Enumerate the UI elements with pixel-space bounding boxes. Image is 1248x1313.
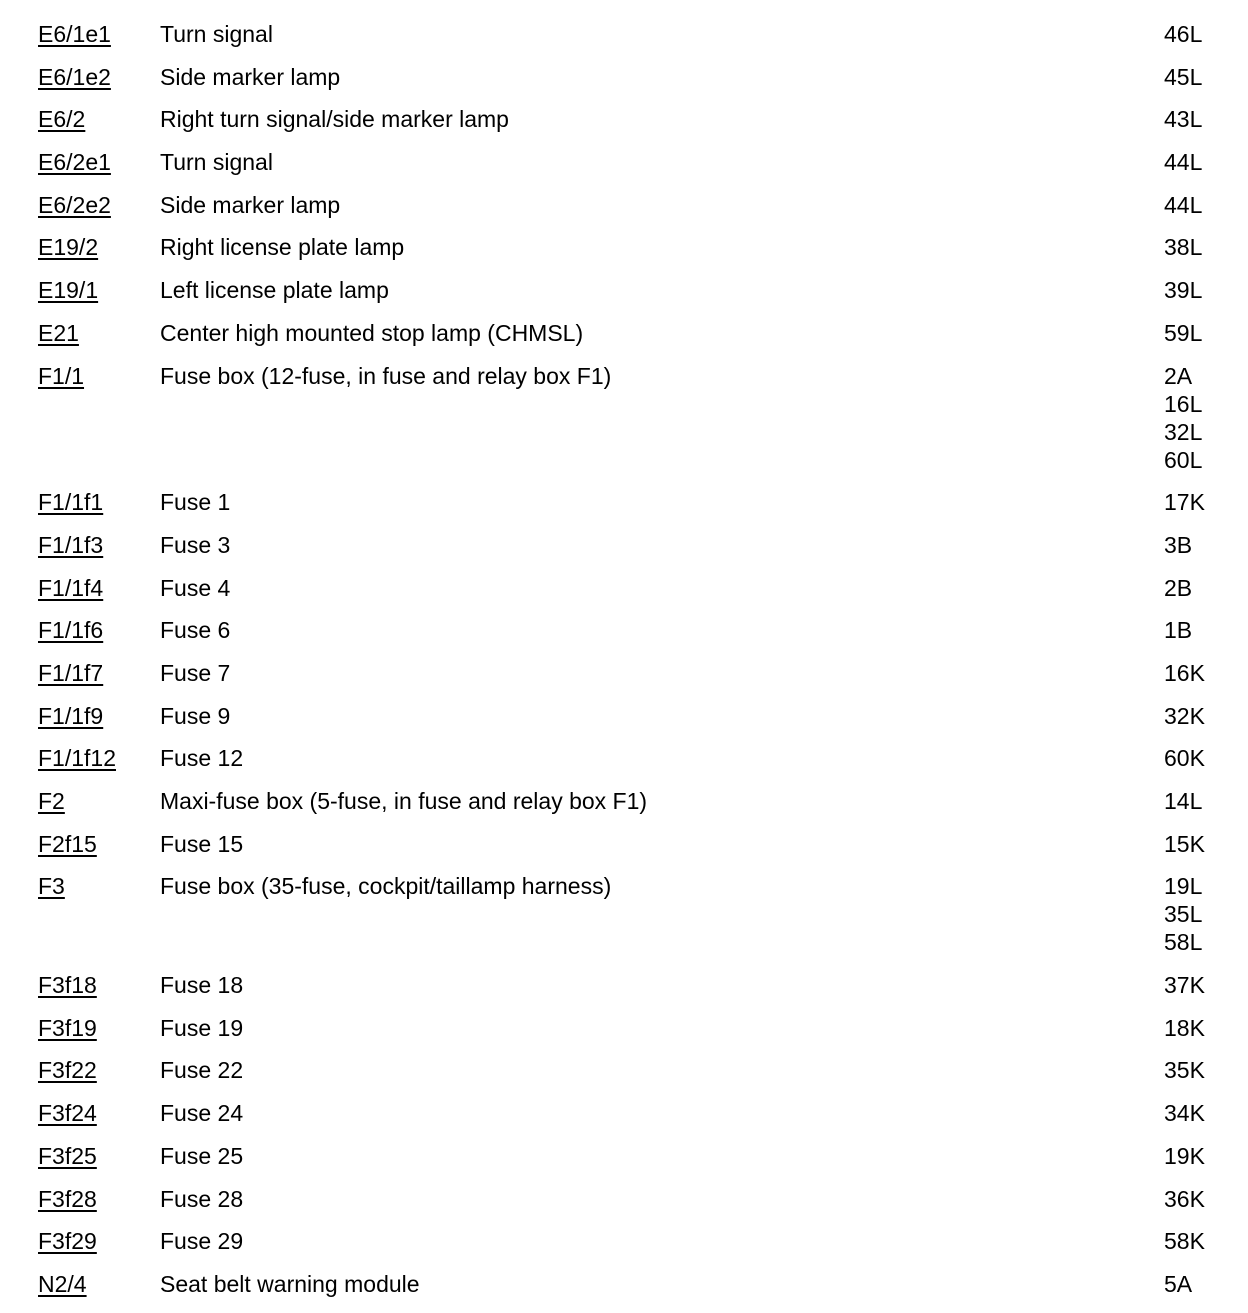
component-code-link[interactable]: F1/1f4 — [38, 574, 104, 601]
component-code-link[interactable]: F3f28 — [38, 1185, 97, 1212]
component-description: Fuse 28 — [160, 1185, 244, 1212]
grid-location: 19K — [1164, 1142, 1205, 1169]
component-description: Left license plate lamp — [160, 277, 389, 304]
grid-location: 39L — [1164, 277, 1203, 304]
component-code-link[interactable]: F3f18 — [38, 972, 97, 999]
grid-location-list — [1164, 1056, 1210, 1084]
legend-row — [38, 659, 1210, 687]
component-description: Fuse 7 — [160, 659, 231, 686]
grid-location: 35L — [1164, 901, 1203, 928]
grid-location: 17K — [1164, 489, 1205, 516]
grid-location-list — [1164, 233, 1210, 261]
component-description: Fuse 19 — [160, 1014, 244, 1041]
grid-location: 3B — [1164, 531, 1193, 558]
component-description: Right license plate lamp — [160, 234, 405, 261]
component-description: Right turn signal/side marker lamp — [160, 106, 509, 133]
legend-row — [38, 233, 1210, 261]
legend-row — [38, 1056, 1210, 1084]
legend-row — [38, 1142, 1210, 1170]
legend-row — [38, 1270, 1210, 1298]
grid-location: 5A — [1164, 1270, 1193, 1297]
grid-location: 2B — [1164, 574, 1193, 601]
grid-location: 14L — [1164, 788, 1203, 814]
component-code-link[interactable]: E19/2 — [38, 234, 99, 261]
component-description: Fuse 3 — [160, 531, 231, 558]
component-description: Seat belt warning module — [160, 1270, 420, 1297]
grid-location-list — [1164, 362, 1210, 474]
component-legend-table — [38, 20, 1210, 1313]
component-description: Fuse 15 — [160, 830, 244, 857]
grid-location: 45L — [1164, 63, 1203, 90]
legend-row — [38, 616, 1210, 644]
component-description: Fuse 18 — [160, 972, 244, 999]
grid-location: 37K — [1164, 972, 1205, 999]
grid-location-list — [1164, 702, 1210, 730]
grid-location: 38L — [1164, 234, 1203, 261]
grid-location-list — [1164, 531, 1210, 559]
component-code-link[interactable]: N2/4 — [38, 1270, 87, 1297]
grid-location: 32K — [1164, 702, 1205, 729]
component-code-link[interactable]: F2 — [38, 788, 65, 814]
component-code-link[interactable]: E6/1e2 — [38, 63, 111, 90]
component-code-link[interactable]: F3f24 — [38, 1100, 97, 1127]
component-code-link[interactable]: F1/1f3 — [38, 531, 104, 558]
grid-location-list — [1164, 616, 1210, 644]
grid-location: 35K — [1164, 1057, 1205, 1084]
legend-row — [38, 148, 1210, 176]
grid-location: 2A — [1164, 362, 1193, 389]
grid-location-list — [1164, 659, 1210, 687]
grid-location: 34K — [1164, 1100, 1205, 1127]
grid-location: 58K — [1164, 1228, 1205, 1255]
grid-location-list — [1164, 787, 1210, 815]
legend-row — [38, 20, 1210, 48]
legend-row — [38, 574, 1210, 602]
component-code-link[interactable]: F1/1f1 — [38, 489, 104, 516]
grid-location-list — [1164, 276, 1210, 304]
grid-location: 32L — [1164, 418, 1203, 445]
legend-row — [38, 702, 1210, 730]
component-description: Fuse box (35-fuse, cockpit/taillamp harness) — [160, 873, 612, 900]
grid-location-list — [1164, 488, 1210, 516]
component-code-link[interactable]: F1/1f6 — [38, 617, 104, 644]
component-description: Center high mounted stop lamp (CHMSL) — [160, 319, 584, 346]
grid-location: 44L — [1164, 191, 1203, 218]
component-description: Fuse 25 — [160, 1142, 244, 1169]
grid-location-list — [1164, 319, 1210, 347]
grid-location-list — [1164, 191, 1210, 219]
component-code-link[interactable]: F2f15 — [38, 830, 97, 857]
component-description: Fuse 4 — [160, 574, 231, 601]
grid-location-list — [1164, 20, 1210, 48]
grid-location: 19L — [1164, 873, 1203, 900]
grid-location: 43L — [1164, 106, 1203, 133]
grid-location: 15K — [1164, 830, 1205, 857]
grid-location: 44L — [1164, 149, 1203, 176]
grid-location-list — [1164, 872, 1210, 956]
component-code-link[interactable]: F3f29 — [38, 1228, 97, 1255]
component-code-link[interactable]: F3 — [38, 873, 65, 900]
legend-row — [38, 1185, 1210, 1213]
component-description: Fuse 22 — [160, 1057, 244, 1084]
legend-row — [38, 1014, 1210, 1042]
component-description: Fuse 9 — [160, 702, 231, 729]
grid-location-list — [1164, 574, 1210, 602]
grid-location: 36K — [1164, 1185, 1205, 1212]
grid-location-list — [1164, 63, 1210, 91]
component-description: Side marker lamp — [160, 63, 341, 90]
grid-location: 18K — [1164, 1014, 1205, 1041]
grid-location-list — [1164, 830, 1210, 858]
legend-row — [38, 488, 1210, 516]
legend-row — [38, 872, 1210, 956]
grid-location: 60L — [1164, 446, 1203, 473]
grid-location-list — [1164, 1014, 1210, 1042]
component-code-link[interactable]: E21 — [38, 319, 79, 346]
component-description: Side marker lamp — [160, 191, 341, 218]
legend-row — [38, 105, 1210, 133]
component-code-link[interactable]: E6/2 — [38, 106, 86, 133]
component-code-link[interactable]: E19/1 — [38, 277, 99, 304]
legend-row — [38, 1227, 1210, 1255]
legend-row — [38, 362, 1210, 474]
component-code-link[interactable]: F1/1f7 — [38, 659, 104, 686]
component-description: Fuse 1 — [160, 489, 231, 516]
grid-location-list — [1164, 1099, 1210, 1127]
legend-row — [38, 971, 1210, 999]
grid-location: 1B — [1164, 617, 1193, 644]
component-description: Fuse box (12-fuse, in fuse and relay box F1) — [160, 362, 612, 389]
legend-row — [38, 744, 1210, 772]
legend-row — [38, 1099, 1210, 1127]
grid-location-list — [1164, 1185, 1210, 1213]
legend-row — [38, 191, 1210, 219]
legend-row — [38, 787, 1210, 815]
legend-row — [38, 63, 1210, 91]
legend-row — [38, 319, 1210, 347]
component-description: Fuse 6 — [160, 617, 231, 644]
component-code-link[interactable]: F3f25 — [38, 1142, 97, 1169]
component-description: Maxi-fuse box (5-fuse, in fuse and relay box F1) — [160, 788, 648, 814]
component-description: Fuse 12 — [160, 745, 244, 772]
grid-location: 16L — [1164, 390, 1203, 417]
grid-location: 46L — [1164, 21, 1203, 47]
component-description: Turn signal — [160, 149, 273, 176]
component-code-link[interactable]: F1/1 — [38, 362, 85, 389]
legend-row — [38, 830, 1210, 858]
component-description: Fuse 24 — [160, 1100, 244, 1127]
component-code-link[interactable]: E6/2e2 — [38, 191, 111, 218]
grid-location-list — [1164, 148, 1210, 176]
grid-location-list — [1164, 105, 1210, 133]
component-description: Fuse 29 — [160, 1228, 244, 1255]
legend-row — [38, 276, 1210, 304]
grid-location-list — [1164, 1270, 1210, 1298]
component-code-link[interactable]: E6/2e1 — [38, 149, 111, 176]
grid-location-list — [1164, 744, 1210, 772]
grid-location: 60K — [1164, 745, 1205, 772]
grid-location-list — [1164, 1142, 1210, 1170]
grid-location-list — [1164, 1227, 1210, 1255]
component-code-link[interactable]: F3f19 — [38, 1014, 97, 1041]
component-code-link[interactable]: F3f22 — [38, 1057, 97, 1084]
grid-location: 16K — [1164, 659, 1205, 686]
legend-row — [38, 531, 1210, 559]
component-code-link[interactable]: F1/1f12 — [38, 745, 116, 772]
grid-location-list — [1164, 971, 1210, 999]
grid-location: 59L — [1164, 319, 1203, 346]
component-description: Turn signal — [160, 21, 273, 47]
component-code-link[interactable]: E6/1e1 — [38, 21, 111, 47]
component-code-link[interactable]: F1/1f9 — [38, 702, 104, 729]
grid-location: 58L — [1164, 929, 1203, 956]
